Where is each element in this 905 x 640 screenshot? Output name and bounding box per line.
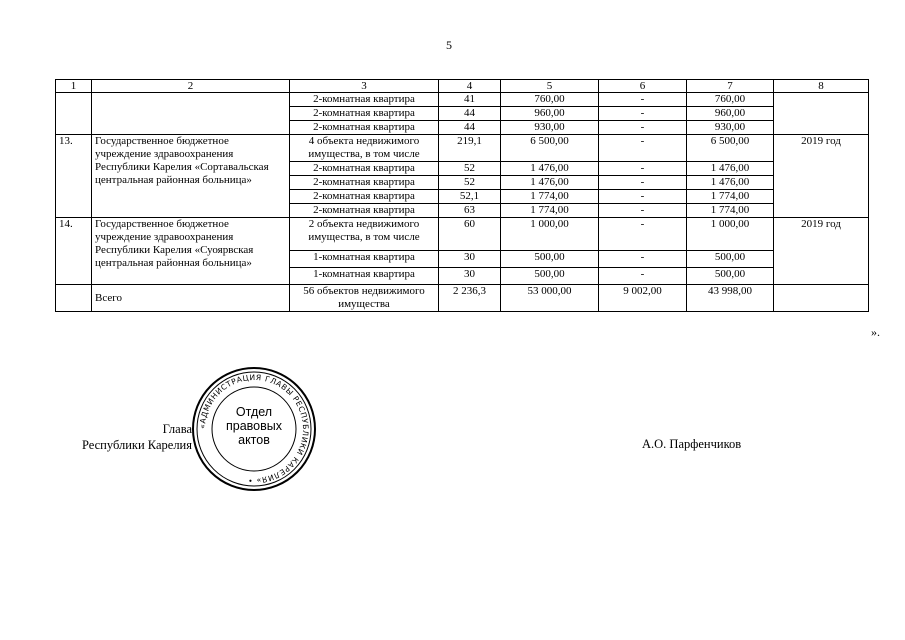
value-cell: - [599,162,687,176]
stamp-center-text [221,405,287,447]
stamp-text-line: Отдел [235,405,273,419]
header-cell: 5 [501,80,599,93]
value-cell: 1 476,00 [687,176,774,190]
header-cell: 3 [290,80,439,93]
object-cell: 2-комнатная квартира [290,121,439,135]
header-cell: 8 [774,80,869,93]
year-cell: 2019 год [774,135,869,218]
object-cell: 2-комнатная квартира [290,204,439,218]
value-cell: - [599,250,687,267]
area-cell: 219,1 [439,135,501,162]
header-cell: 7 [687,80,774,93]
institution-name: Государственное бюджетное учреждение здравоохранения Республики Карелия «Сортавальская центральная районная больница» [92,135,290,218]
value-cell: 930,00 [687,121,774,135]
property-table [55,79,869,312]
value-cell: 1 774,00 [501,204,599,218]
stamp-text-line: правовых [226,419,282,433]
signatory-name: А.О. Парфенчиков [642,437,742,451]
value-cell: 43 998,00 [687,285,774,312]
value-cell: 500,00 [501,267,599,284]
svg-text:«АДМИНИСТРАЦИЯ ГЛАВЫ РЕСПУБЛИК: «АДМИНИСТРАЦИЯ ГЛАВЫ РЕСПУБЛИКИ КАРЕЛИЯ» • [197,372,311,486]
value-cell: - [599,93,687,107]
value-cell: 760,00 [687,93,774,107]
signatory-title-line: Глава [162,422,192,436]
total-row [56,285,869,312]
institution-name: Государственное бюджетное учреждение здравоохранения Республики Карелия «Суоярвская центральная районная больница» [92,218,290,285]
object-cell: 4 объекта недвижимого имущества, в том числе [290,135,439,162]
total-label: Всего [92,285,290,312]
object-cell: 2-комнатная квартира [290,162,439,176]
value-cell: 500,00 [687,250,774,267]
value-cell: - [599,204,687,218]
value-cell: - [599,121,687,135]
value-cell: 1 000,00 [501,218,599,251]
area-cell: 52 [439,162,501,176]
value-cell: 1 476,00 [501,162,599,176]
value-cell: 960,00 [687,107,774,121]
value-cell: 1 774,00 [501,190,599,204]
value-cell: - [599,176,687,190]
value-cell: 1 774,00 [687,190,774,204]
signatory-title [62,421,192,453]
value-cell: 760,00 [501,93,599,107]
value-cell: 1 000,00 [687,218,774,251]
object-cell: 2-комнатная квартира [290,93,439,107]
empty-cell [56,285,92,312]
page-number: 5 [446,38,452,52]
area-cell: 60 [439,218,501,251]
year-cell: 2019 год [774,218,869,285]
table-row [56,135,869,162]
object-cell: 1-комнатная квартира [290,250,439,267]
value-cell: - [599,135,687,162]
table-row [56,218,869,251]
closing-quote: ». [871,325,880,339]
row-number: 14. [56,218,92,285]
header-cell: 4 [439,80,501,93]
area-cell: 30 [439,250,501,267]
value-cell: 1 774,00 [687,204,774,218]
area-cell: 41 [439,93,501,107]
header-cell: 2 [92,80,290,93]
value-cell: - [599,190,687,204]
table-row [56,93,869,107]
header-cell: 6 [599,80,687,93]
area-cell: 63 [439,204,501,218]
object-cell: 2-комнатная квартира [290,107,439,121]
signatory-title-line: Республики Карелия [81,438,192,452]
value-cell: 500,00 [687,267,774,284]
value-cell: 1 476,00 [687,162,774,176]
header-row [56,80,869,93]
value-cell: 53 000,00 [501,285,599,312]
value-cell: 6 500,00 [501,135,599,162]
value-cell: 6 500,00 [687,135,774,162]
area-cell: 44 [439,107,501,121]
object-cell: 2 объекта недвижимого имущества, в том числе [290,218,439,251]
object-cell: 1-комнатная квартира [290,267,439,284]
area-cell: 52 [439,176,501,190]
row-number: 13. [56,135,92,218]
stamp-text-line: актов [238,433,270,447]
empty-cell [774,93,869,135]
empty-cell [92,93,290,135]
object-cell: 2-комнатная квартира [290,176,439,190]
header-cell: 1 [56,80,92,93]
area-cell: 2 236,3 [439,285,501,312]
area-cell: 52,1 [439,190,501,204]
value-cell: - [599,107,687,121]
value-cell: 930,00 [501,121,599,135]
object-cell: 56 объектов недвижимого имущества [290,285,439,312]
empty-cell [774,285,869,312]
value-cell: 1 476,00 [501,176,599,190]
area-cell: 30 [439,267,501,284]
area-cell: 44 [439,121,501,135]
value-cell: - [599,267,687,284]
value-cell: 500,00 [501,250,599,267]
object-cell: 2-комнатная квартира [290,190,439,204]
value-cell: - [599,218,687,251]
value-cell: 960,00 [501,107,599,121]
empty-cell [56,93,92,135]
value-cell: 9 002,00 [599,285,687,312]
